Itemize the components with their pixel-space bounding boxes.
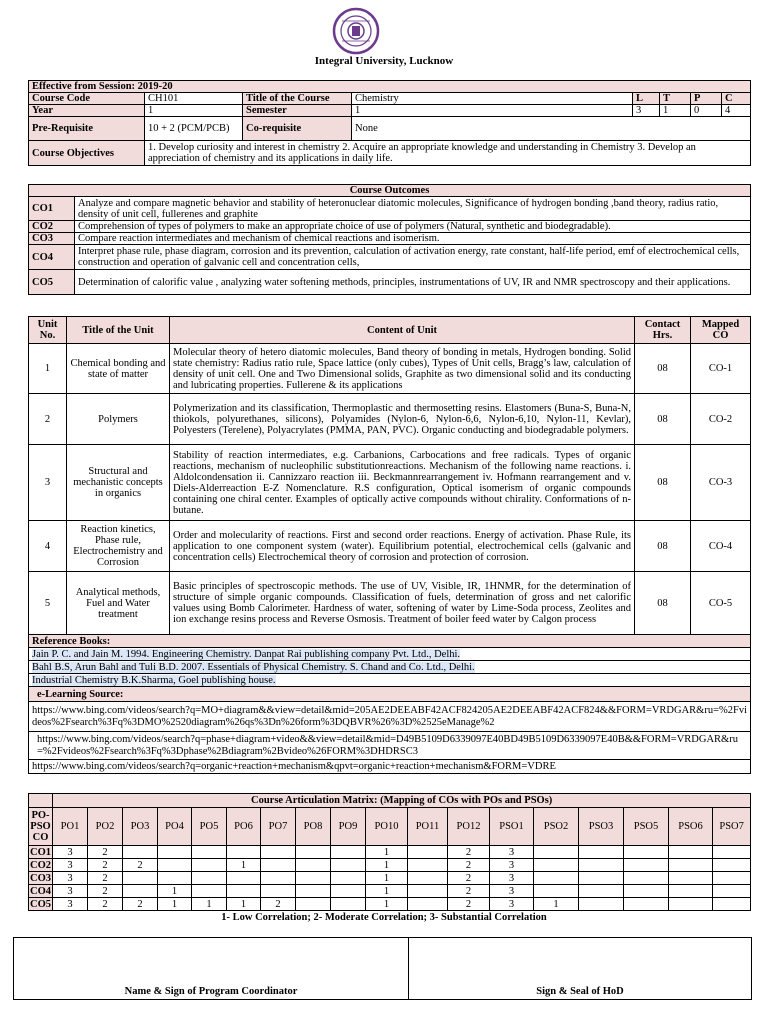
matrix-cell [534, 859, 579, 872]
matrix-cell [713, 859, 751, 872]
matrix-column-header: PO10 [366, 808, 408, 846]
matrix-cell: 2 [88, 872, 123, 885]
matrix-title: Course Articulation Matrix: (Mapping of COs with POs and PSOs) [53, 794, 751, 808]
unit-mapped-co: CO-3 [691, 445, 751, 521]
matrix-row-co: CO4 [30, 885, 51, 897]
matrix-column-header: PO6 [227, 808, 261, 846]
matrix-cell [669, 846, 713, 859]
matrix-cell: 1 [158, 898, 192, 911]
unit-number: 4 [29, 521, 67, 572]
unit-title: Polymers [67, 394, 170, 445]
matrix-column-header: PSO5 [624, 808, 669, 846]
matrix-cell [624, 859, 669, 872]
reference-book [29, 648, 751, 661]
matrix-cell [296, 872, 331, 885]
matrix-cell [192, 859, 227, 872]
elearning-heading: e-Learning Source: [29, 687, 751, 702]
matrix-cell [158, 846, 192, 859]
prereq-value: 10 + 2 (PCM/PCB) [145, 117, 243, 141]
matrix-cell [192, 872, 227, 885]
matrix-cell: 1 [192, 898, 227, 911]
matrix-cell [624, 885, 669, 898]
matrix-header-row [29, 808, 751, 846]
unit-mapped-co: CO-5 [691, 572, 751, 635]
matrix-cell: 1 [366, 859, 408, 872]
matrix-cell: 2 [448, 898, 490, 911]
course-title-label: Title of the Course [243, 93, 352, 105]
matrix-cell: 2 [448, 846, 490, 859]
unit-hours: 08 [635, 445, 691, 521]
unit-content: Stability of reaction intermediates, e.g. Carbanions, Carbocations and free radicals. Types of organic reactions, mechanism of nucleophilic substitutionreactions. Mechanism of the following name reactions. i. Aldolcondensation ii. Cannizzaro reaction iii. Beckmannrearrangement iv. Hofmann rearrangement and v. Diels-Alderreaction E-Z Nomenclature. R.S configuration, Optical isomerism of organic compounds containing one chiral center. Examples of optically active compounds without chirality. Conformations of n-butane. [170, 445, 635, 521]
matrix-cell [408, 885, 448, 898]
matrix-cell [579, 885, 624, 898]
unit-title-header: Title of the Unit [67, 317, 170, 344]
matrix-cell [192, 846, 227, 859]
signature-table [13, 937, 752, 1000]
matrix-cell: 2 [448, 872, 490, 885]
unit-mapped-co: CO-2 [691, 394, 751, 445]
matrix-column-header: PO8 [296, 808, 331, 846]
matrix-column-header: PSO1 [490, 808, 534, 846]
matrix-cell [331, 872, 366, 885]
matrix-cell [408, 846, 448, 859]
session-label: Effective from Session: 2019-20 [29, 81, 751, 93]
matrix-row [29, 898, 751, 911]
matrix-cell [408, 898, 448, 911]
matrix-cell [579, 846, 624, 859]
l-label: L [633, 93, 660, 105]
matrix-cell [227, 846, 261, 859]
l-value: 3 [633, 105, 660, 117]
matrix-cell [123, 872, 158, 885]
matrix-row [29, 846, 751, 859]
unit-number: 5 [29, 572, 67, 635]
correlation-legend: 1- Low Correlation; 2- Moderate Correlation; 3- Substantial Correlation [221, 912, 547, 923]
matrix-row [29, 859, 751, 872]
p-label: P [691, 93, 722, 105]
matrix-cell [227, 872, 261, 885]
prereq-label: Pre-Requisite [29, 117, 145, 141]
reference-book [29, 674, 751, 687]
elearning-link[interactable]: https://www.bing.com/videos/search?q=phase+diagram+video&&view=detail&mid=D49B5109D6339097E40BD49B5109D6339097E40B&&FORM=VRDGAR&ru=%2Fvideos%2Fsearch%3Fq%3Dphase%2Bdiagram%2Bvideo%26FORM%3DHDRSC3 [29, 732, 751, 760]
unit-number: 2 [29, 394, 67, 445]
matrix-cell [408, 872, 448, 885]
matrix-row-co: CO1 [30, 846, 51, 858]
matrix-row-co: CO2 [30, 859, 51, 871]
matrix-row [29, 885, 751, 898]
matrix-cell [624, 872, 669, 885]
matrix-cell: 3 [53, 859, 88, 872]
reference-books-heading: Reference Books: [29, 635, 751, 648]
unit-number: 1 [29, 344, 67, 394]
matrix-cell: 3 [490, 846, 534, 859]
unit-title: Reaction kinetics, Phase rule, Electrochemistry and Corrosion [67, 521, 170, 572]
units-table [28, 316, 751, 774]
matrix-cell: 2 [448, 859, 490, 872]
year-value: 1 [145, 105, 243, 117]
contact-hrs-header: Contact Hrs. [635, 317, 691, 344]
co-text: Analyze and compare magnetic behavior and stability of heteronuclear diatomic molecules, Significance of hydrogen bonding ,band theory, radius ratio, density of unit cell, fullerenes and graphite [75, 197, 751, 221]
matrix-cell: 2 [88, 898, 123, 911]
semester-value: 1 [352, 105, 633, 117]
matrix-cell [669, 859, 713, 872]
unit-mapped-co: CO-1 [691, 344, 751, 394]
matrix-row-co: CO5 [30, 898, 51, 910]
co-code: CO5 [29, 270, 75, 295]
coreq-label: Co-requisite [243, 117, 352, 141]
unit-mapped-co: CO-4 [691, 521, 751, 572]
course-code-label: Course Code [29, 93, 145, 105]
hod-sign: Sign & Seal of HoD [409, 938, 752, 1000]
matrix-cell [331, 859, 366, 872]
reference-book-text: Industrial Chemistry B.K.Sharma, Goel publishing house. [32, 674, 276, 686]
matrix-corner-co: CO [32, 832, 49, 843]
university-title: Integral University, Lucknow [314, 55, 454, 67]
matrix-column-header: PO1 [53, 808, 88, 846]
matrix-cell: 3 [53, 898, 88, 911]
matrix-column-header: PO9 [331, 808, 366, 846]
co-text: Compare reaction intermediates and mechanism of chemical reactions and isomerism. [75, 233, 751, 245]
unit-row [29, 572, 751, 635]
matrix-cell: 2 [123, 898, 158, 911]
unit-row [29, 521, 751, 572]
university-logo [332, 7, 380, 55]
matrix-row [29, 872, 751, 885]
matrix-cell [534, 885, 579, 898]
matrix-column-header: PSO3 [579, 808, 624, 846]
matrix-cell: 1 [158, 885, 192, 898]
matrix-cell [192, 885, 227, 898]
matrix-cell [579, 872, 624, 885]
matrix-cell [579, 898, 624, 911]
matrix-cell [261, 872, 296, 885]
matrix-column-header: PO3 [123, 808, 158, 846]
matrix-cell [158, 872, 192, 885]
matrix-cell: 1 [227, 898, 261, 911]
matrix-cell: 1 [366, 872, 408, 885]
mapped-co-header: Mapped CO [691, 317, 751, 344]
outcomes-heading: Course Outcomes [29, 185, 751, 197]
matrix-cell: 2 [123, 859, 158, 872]
unit-no-header: Unit No. [29, 317, 67, 344]
co-text: Determination of calorific value , analyzing water softening methods, principles, instrumentations of UV, IR and NMR spectroscopy and their applications. [75, 270, 751, 295]
matrix-column-header: PO11 [408, 808, 448, 846]
matrix-cell: 2 [88, 885, 123, 898]
coreq-value: None [352, 117, 751, 141]
elearning-link[interactable]: https://www.bing.com/videos/search?q=MO+diagram&&view=detail&mid=205AE2DEEABF42ACF824205AE2DEEABF42ACF824&&FORM=VRDGAR&ru=%2Fvideos%2Fsearch%3Fq%3DMO%2520diagram%26qs%3Dn%26form%3DQBVR%26%3D%2525eManage%2 [29, 702, 751, 732]
unit-title: Structural and mechanistic concepts in organics [67, 445, 170, 521]
matrix-cell [624, 898, 669, 911]
matrix-cell [261, 885, 296, 898]
matrix-cell: 1 [534, 898, 579, 911]
matrix-cell [296, 898, 331, 911]
t-label: T [660, 93, 691, 105]
matrix-cell: 1 [227, 859, 261, 872]
matrix-cell [158, 859, 192, 872]
co-text: Interpret phase rule, phase diagram, corrosion and its prevention, calculation of activation energy, rate constant, half-life period, emf of electrochemical cells, construction and operation of galvanic cell and concentration cells, [75, 245, 751, 270]
unit-hours: 08 [635, 394, 691, 445]
unit-number: 3 [29, 445, 67, 521]
matrix-cell: 3 [490, 885, 534, 898]
course-outcomes-table [28, 184, 751, 295]
matrix-cell [713, 898, 751, 911]
matrix-cell: 3 [53, 872, 88, 885]
p-value: 0 [691, 105, 722, 117]
matrix-cell: 2 [88, 859, 123, 872]
unit-content: Molecular theory of hetero diatomic molecules, Band theory of bonding in metals, Hydrogen bonding. Solid state chemistry: Radius ratio rule, Space lattice (only cubes), Types of Unit cells, Bragg’s law, calculation of density of unit cell. One and Two Dimensional solids, Graphite as two dimensional solid and its conducting and lubricating properties. Fullerene & its applications [170, 344, 635, 394]
matrix-cell [408, 859, 448, 872]
unit-title: Chemical bonding and state of matter [67, 344, 170, 394]
matrix-cell [296, 859, 331, 872]
matrix-cell: 2 [261, 898, 296, 911]
matrix-cell [624, 846, 669, 859]
matrix-cell: 2 [448, 885, 490, 898]
co-code: CO4 [29, 245, 75, 270]
c-label: C [722, 93, 751, 105]
matrix-cell: 3 [490, 898, 534, 911]
unit-content: Order and molecularity of reactions. First and second order reactions. Energy of activation. Phase Rule, its application to one component system (water). Equilibrium potential, electrochemical cells (galvanic and concentration cells) Electrochemical theory of corrosion and protection of corrosion. [170, 521, 635, 572]
matrix-row-co: CO3 [30, 872, 51, 884]
unit-hours: 08 [635, 572, 691, 635]
matrix-cell [331, 846, 366, 859]
matrix-cell [261, 846, 296, 859]
co-code: CO2 [29, 221, 75, 233]
unit-hours: 08 [635, 521, 691, 572]
course-info-table [28, 80, 751, 166]
unit-row [29, 445, 751, 521]
matrix-column-header: PO4 [158, 808, 192, 846]
t-value: 1 [660, 105, 691, 117]
matrix-cell [669, 885, 713, 898]
reference-book [29, 661, 751, 674]
matrix-column-header: PO5 [192, 808, 227, 846]
matrix-cell [579, 859, 624, 872]
co-code: CO3 [29, 233, 75, 245]
matrix-cell [123, 885, 158, 898]
matrix-cell [296, 846, 331, 859]
matrix-column-header: PO2 [88, 808, 123, 846]
semester-label: Semester [243, 105, 352, 117]
reference-book-text: Jain P. C. and Jain M. 1994. Engineering Chemistry. Danpat Rai publishing company Pvt. Ltd., Delhi. [32, 648, 461, 660]
matrix-cell: 3 [490, 859, 534, 872]
matrix-cell [669, 898, 713, 911]
year-label: Year [29, 105, 145, 117]
unit-content: Basic principles of spectroscopic methods. The use of UV, Visible, IR, 1HNMR, for the determination of structure of simple organic compounds. Classification of fuels, determination of gross and net calorific values using Bomb Calorimeter. Hardness of water, softening of water by Lime-Soda process, Zeolites and ion exchange resins process and Reverse Osmosis. Treatment of boiler feed water by Calgon process [170, 572, 635, 635]
matrix-cell [261, 859, 296, 872]
unit-title: Analytical methods, Fuel and Water treatment [67, 572, 170, 635]
reference-book-text: Bahl B.S, Arun Bahl and Tuli B.D. 2007. Essentials of Physical Chemistry. S. Chand and Co. Ltd., Delhi. [32, 661, 475, 673]
matrix-cell [296, 885, 331, 898]
objectives-label: Course Objectives [29, 141, 145, 166]
matrix-cell [227, 885, 261, 898]
matrix-cell [713, 846, 751, 859]
matrix-cell: 1 [366, 846, 408, 859]
matrix-column-header: PSO2 [534, 808, 579, 846]
matrix-corner [29, 808, 53, 846]
matrix-cell [534, 846, 579, 859]
matrix-column-header: PSO6 [669, 808, 713, 846]
unit-content: Polymerization and its classification, Thermoplastic and thermosetting resins. Elastomers (Buna-S, Buna-N, thiokols, polyurethanes, silicons), Polyamides (Nylon-6, Nylon-6,6, Nylon-6,10, Nylon-11, Kevlar), Polyesters (Terelene), Polyacrylates (PMMA, PAN, PVC). Organic conducting and biodegradable polymers. [170, 394, 635, 445]
matrix-cell: 2 [88, 846, 123, 859]
objectives-text: 1. Develop curiosity and interest in chemistry 2. Acquire an appropriate knowledge and understanding in Chemistry 3. Develop an appreciation of chemistry and its applications in daily life. [145, 141, 751, 166]
matrix-corner-po: PO-PSO [30, 810, 51, 832]
matrix-column-header: PSO7 [713, 808, 751, 846]
course-code: CH101 [145, 93, 243, 105]
matrix-cell [534, 872, 579, 885]
unit-hours: 08 [635, 344, 691, 394]
unit-row [29, 344, 751, 394]
co-code: CO1 [29, 197, 75, 221]
matrix-column-header: PO7 [261, 808, 296, 846]
matrix-cell: 3 [490, 872, 534, 885]
course-title: Chemistry [352, 93, 633, 105]
matrix-cell: 3 [53, 885, 88, 898]
elearning-link[interactable]: https://www.bing.com/videos/search?q=organic+reaction+mechanism&qpvt=organic+reaction+mechanism&FORM=VDRE [29, 760, 751, 774]
c-value: 4 [722, 105, 751, 117]
matrix-cell [713, 885, 751, 898]
matrix-cell: 1 [366, 898, 408, 911]
matrix-cell: 3 [53, 846, 88, 859]
matrix-cell [331, 885, 366, 898]
matrix-cell [669, 872, 713, 885]
matrix-column-header: PO12 [448, 808, 490, 846]
matrix-cell [331, 898, 366, 911]
matrix-cell: 1 [366, 885, 408, 898]
matrix-cell [123, 846, 158, 859]
matrix-corner-top [29, 794, 53, 808]
program-coordinator-sign: Name & Sign of Program Coordinator [14, 938, 409, 1000]
matrix-cell [713, 872, 751, 885]
unit-row [29, 394, 751, 445]
co-text: Comprehension of types of polymers to make an appropriate choice of use of polymers (Natural, synthetic and biodegradable). [75, 221, 751, 233]
unit-content-header: Content of Unit [170, 317, 635, 344]
articulation-matrix [28, 793, 751, 911]
